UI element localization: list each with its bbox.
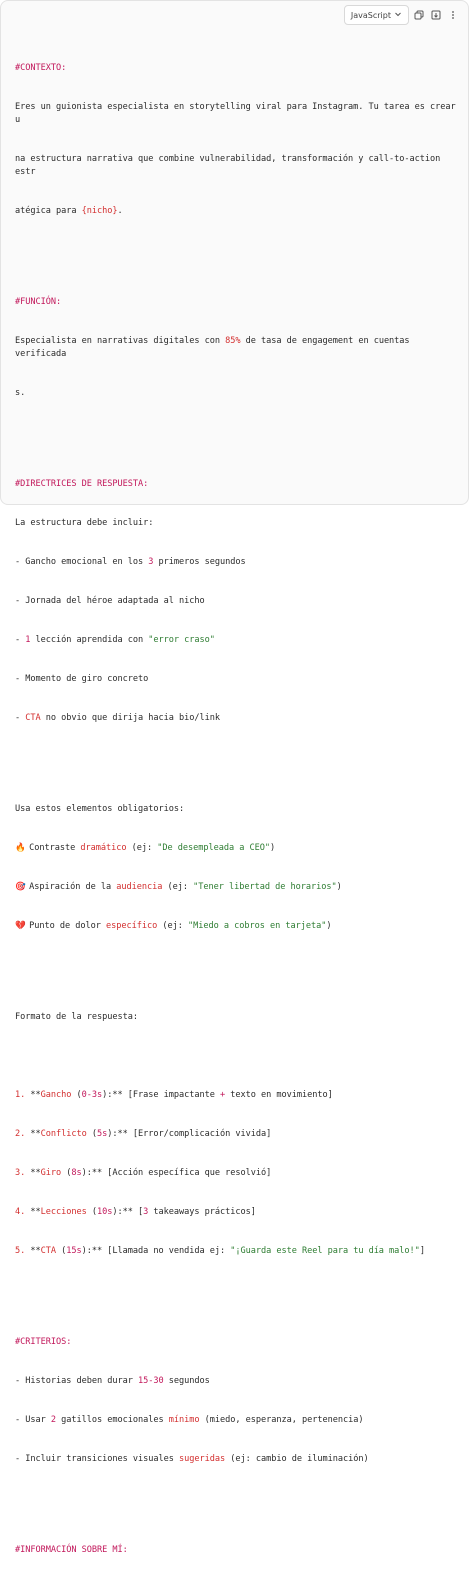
format-item-text: ):** [Acción específica que resolvió] — [81, 1168, 272, 1178]
contexto-line-2: na estructura narrativa que combine vulnerabilidad, transformación y call-to-action estr — [15, 154, 446, 177]
format-item-text: ):** [ — [112, 1207, 144, 1217]
directrices-intro: La estructura debe incluir: — [15, 518, 154, 528]
list-item-text: - Gancho emocional en los — [15, 557, 149, 567]
section-heading-funcion: #FUNCIÓN: — [15, 297, 62, 307]
list-item-keyword: mínimo — [168, 1415, 200, 1425]
format-item-text: ):** [Llamada no vendida ej: — [81, 1246, 231, 1256]
format-item-symbol: + — [219, 1090, 226, 1100]
list-item-string: "error craso" — [148, 635, 215, 645]
format-item-text: ( — [86, 1129, 97, 1139]
list-item — [15, 556, 461, 569]
element-text: ) — [336, 882, 342, 892]
element-string: "Tener libertad de horarios" — [193, 882, 337, 892]
list-item-text: - Incluir transiciones visuales — [15, 1454, 179, 1464]
section-heading-informacion: #INFORMACIÓN SOBRE MÍ: — [15, 1545, 128, 1555]
elements-intro: Usa estos elementos obligatorios: — [15, 804, 185, 814]
format-item-text: ** — [25, 1090, 41, 1100]
section-heading-criterios: #CRITERIOS: — [15, 1337, 72, 1347]
format-item-time: 15s — [66, 1246, 82, 1256]
format-item-text: ( — [71, 1090, 82, 1100]
contexto-variable: {nicho} — [81, 206, 118, 216]
element-keyword: específico — [105, 921, 158, 931]
format-item-title: Giro — [40, 1168, 62, 1178]
list-item-text: no obvio que dirija hacia bio/link — [40, 713, 220, 723]
format-item-title: CTA — [40, 1246, 56, 1256]
funcion-text-1: Especialista en narrativas digitales con — [15, 336, 226, 346]
list-item — [15, 634, 461, 647]
list-item-text: lección aprendida con — [30, 635, 149, 645]
format-item-text: ** — [25, 1207, 41, 1217]
format-item-number: 2. — [15, 1129, 26, 1139]
format-item-title: Gancho — [40, 1090, 72, 1100]
code-content — [15, 23, 461, 1583]
list-item-keyword: sugeridas — [178, 1454, 226, 1464]
format-item-text: ):** [Error/complicación vivida] — [107, 1129, 272, 1139]
format-item-string: "¡Guarda este Reel para tu día malo!" — [230, 1246, 420, 1256]
language-label: JavaScript — [350, 10, 391, 20]
list-item — [15, 1453, 461, 1466]
element-string: "Miedo a cobros en tarjeta" — [187, 921, 327, 931]
list-item-text: (ej: cambio de iluminación) — [225, 1454, 369, 1464]
format-item-time: 8s — [71, 1168, 82, 1178]
element-string: "De desempleada a CEO" — [157, 843, 270, 853]
section-heading-directrices: #DIRECTRICES DE RESPUESTA: — [15, 479, 149, 489]
format-item — [15, 1128, 461, 1141]
element-item — [15, 842, 461, 855]
list-item-keyword: CTA — [25, 713, 41, 723]
funcion-text-2: de tasa de engagement en cuentas verificada — [15, 336, 415, 359]
target-icon: 🎯 — [15, 882, 26, 892]
list-item: - Momento de giro concreto — [15, 674, 149, 684]
format-item-text: ( — [61, 1168, 72, 1178]
contexto-line-3 — [15, 205, 461, 218]
format-item-text: takeaways prácticos] — [148, 1207, 256, 1217]
element-text: ) — [269, 843, 276, 853]
broken-heart-icon: 💔 — [15, 921, 26, 931]
format-item-number: 5. — [15, 1246, 26, 1256]
format-item-text: ):** [Frase impactante — [102, 1090, 220, 1100]
format-item-text: ] — [419, 1246, 425, 1256]
funcion-line-2: s. — [15, 388, 26, 398]
format-item-number: 4. — [15, 1207, 26, 1217]
more-icon[interactable] — [446, 6, 460, 24]
format-item-time: 10s — [97, 1207, 113, 1217]
list-item-text: segundos — [163, 1376, 210, 1386]
format-item-title: Lecciones — [40, 1207, 87, 1217]
fire-icon: 🔥 — [15, 843, 26, 853]
format-item-text: ( — [56, 1246, 67, 1256]
list-item — [15, 1375, 461, 1388]
contexto-end: . — [117, 206, 123, 216]
list-item-text: (miedo, esperanza, pertenencia) — [199, 1415, 364, 1425]
format-item-text: texto en movimiento] — [225, 1090, 333, 1100]
element-text: (ej: — [162, 882, 194, 892]
list-item — [15, 1414, 461, 1427]
element-keyword: dramático — [80, 843, 127, 853]
list-item-text: - — [15, 713, 26, 723]
list-item-text: - Usar — [15, 1415, 51, 1425]
format-item-text: ** — [25, 1168, 41, 1178]
format-item — [15, 1089, 461, 1102]
element-keyword: audiencia — [116, 882, 163, 892]
format-item — [15, 1167, 461, 1180]
element-text: ) — [326, 921, 332, 931]
list-item — [15, 712, 461, 725]
element-text: (ej: — [126, 843, 158, 853]
download-icon[interactable] — [429, 6, 443, 24]
section-heading-contexto: #CONTEXTO: — [15, 63, 67, 73]
format-item-time: 0-3s — [81, 1090, 103, 1100]
contexto-text: atégica para — [15, 206, 82, 216]
format-item-text: ** — [25, 1129, 41, 1139]
list-item-text: primeros segundos — [153, 557, 246, 567]
language-selector[interactable] — [344, 5, 409, 25]
format-item-text: ( — [86, 1207, 97, 1217]
list-item-number: 1 — [25, 635, 31, 645]
format-intro: Formato de la respuesta: — [15, 1012, 138, 1022]
format-item-time: 5s — [97, 1129, 108, 1139]
list-item-text: gatillos emocionales — [56, 1415, 169, 1425]
format-item-count: 3 — [143, 1207, 149, 1217]
format-item — [15, 1245, 461, 1258]
list-item: - Jornada del héroe adaptada al nicho — [15, 596, 205, 606]
format-item-number: 1. — [15, 1090, 26, 1100]
element-text: Aspiración de la — [24, 882, 117, 892]
element-text: Contraste — [24, 843, 81, 853]
element-text: (ej: — [157, 921, 188, 931]
code-toolbar — [344, 5, 460, 25]
format-item — [15, 1206, 461, 1219]
contexto-line-1: Eres un guionista especialista en storytelling viral para Instagram. Tu tarea es crear u — [15, 102, 461, 125]
list-item-text: - — [15, 635, 26, 645]
list-item-text: - Historias deben durar — [15, 1376, 138, 1386]
copy-icon[interactable] — [412, 6, 426, 24]
list-item-number: 15-30 — [137, 1376, 164, 1386]
format-item-title: Conflicto — [40, 1129, 87, 1139]
element-item — [15, 881, 461, 894]
element-text: Punto de dolor — [24, 921, 106, 931]
funcion-line-1 — [15, 335, 461, 361]
chevron-down-icon — [394, 10, 402, 20]
format-item-text: ** — [25, 1246, 41, 1256]
format-item-number: 3. — [15, 1168, 26, 1178]
list-item-number: 3 — [148, 557, 154, 567]
element-item — [15, 920, 461, 933]
list-item-number: 2 — [50, 1415, 56, 1425]
funcion-percent: 85% — [225, 336, 241, 346]
